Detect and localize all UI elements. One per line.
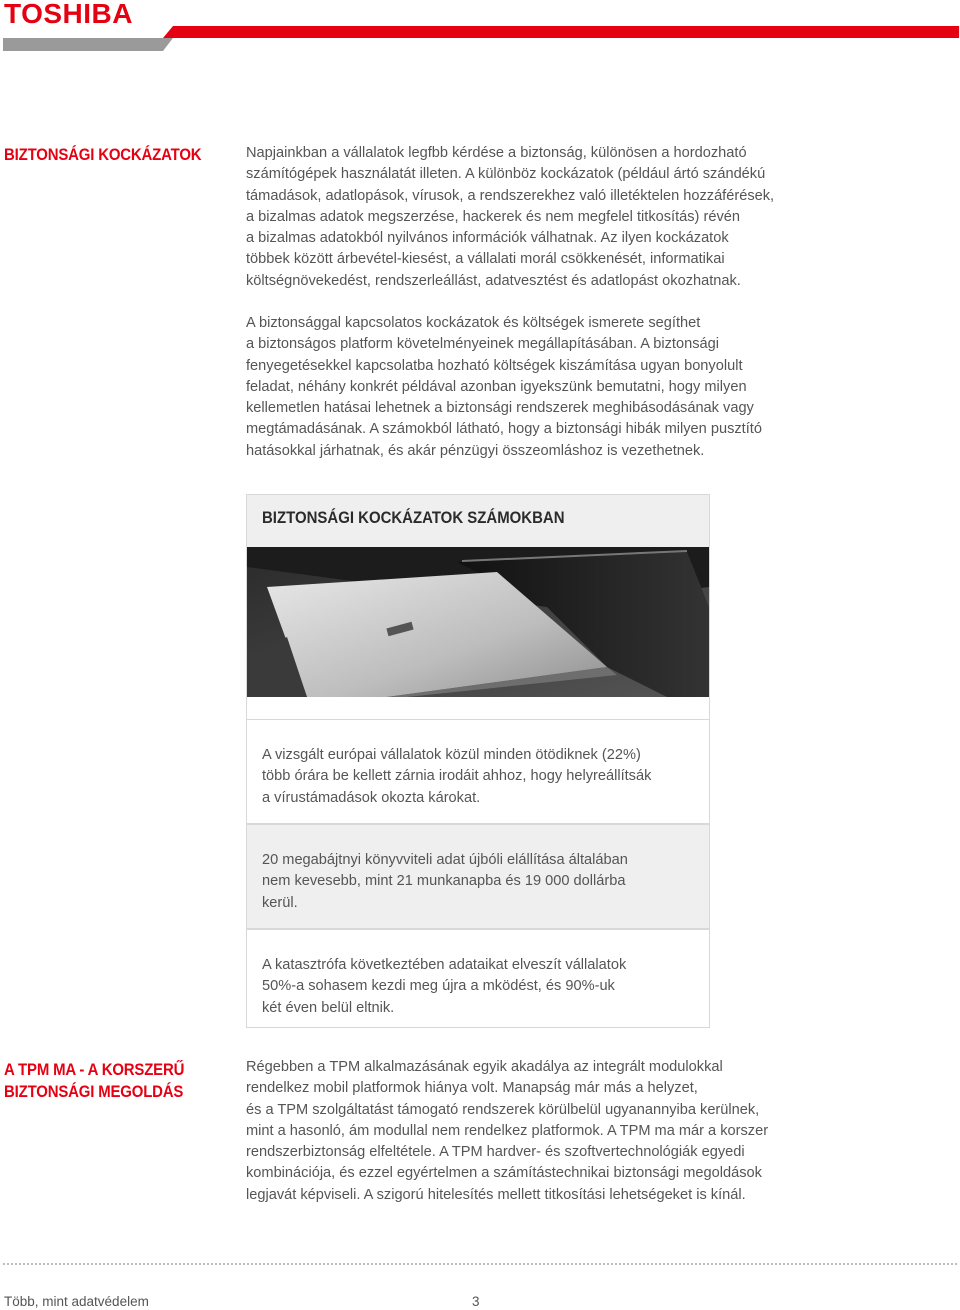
header-red-bar <box>163 26 959 38</box>
footer-divider <box>3 1263 957 1265</box>
stats-box-title: BIZTONSÁGI KOCKÁZATOK SZÁMOKBAN <box>262 508 565 527</box>
text-line: kellemetlen hatásai lehetnek a biztonsági rendszerek meghibásodásának vagy <box>246 400 754 417</box>
text-line: Régebben a TPM alkalmazásának egyik akadálya az integrált modulokkal <box>246 1059 723 1075</box>
stat-card-1 <box>246 719 710 824</box>
tpm-paragraph <box>246 1057 846 1206</box>
text-line: rendelkez mobil platformok hiánya volt. Manapság már más a helyzet, <box>246 1080 698 1097</box>
text-line: mint a hasonló, ám modullal nem rendelkez platformok. A TPM ma már a korszer <box>246 1122 769 1139</box>
stat-text <box>262 745 651 809</box>
text-line: fenyegetésekkel kapcsolatba hozható költségek kiszámítása ugyan bonyolult <box>246 357 743 374</box>
text-line: kombinációja, és ezzel egyértelmen a számítástechnikai biztonsági megoldások <box>246 1165 762 1182</box>
text-line: feladat, néhány konkrét példával azonban igyekszünk bemutatni, hogy milyen <box>246 378 747 395</box>
section-title-security-risks: BIZTONSÁGI KOCKÁZATOK <box>4 145 202 164</box>
page-number: 3 <box>472 1294 480 1309</box>
text-line: megtámadásának. A számokból látható, hogy a biztonsági hibák milyen pusztító <box>246 421 762 438</box>
text-line: a bizalmas adatokból nyilvános információk válhatnak. Az ilyen kockázatok <box>246 230 729 247</box>
laptop-bag-illustration <box>247 547 709 697</box>
text-line: és a TPM szolgáltatást támogató rendszerek körülbelül ugyanannyiba kerülnek, <box>246 1101 760 1118</box>
text-line: hatásokkal járhatnak, és akár pénzügyi összeomláshoz is vezethetnek. <box>246 442 705 459</box>
header-gray-bar <box>3 38 173 51</box>
stat-card-3 <box>246 929 710 1028</box>
text-line: a biztonságos platform követelményeinek megállapításában. A biztonsági <box>246 336 719 353</box>
laptop-photo <box>246 547 710 697</box>
stat-text <box>262 955 626 1019</box>
text-line: költségnövekedést, rendszerleállást, adatvesztést és adatlopást okozhatnak. <box>246 272 741 289</box>
toshiba-logo: TOSHIBA <box>4 0 133 29</box>
text-line: kerül. <box>262 894 298 911</box>
text-line: a vírustámadások okozta károkat. <box>262 789 481 806</box>
text-line: A biztonsággal kapcsolatos kockázatok és költségek ismerete segíthet <box>246 315 701 331</box>
text-line: A vizsgált európai vállalatok közül minden ötödiknek (22%) <box>262 747 641 763</box>
text-line: 50%-a sohasem kezdi meg újra a mködést, és 90%-uk <box>262 978 615 995</box>
text-line: támadások, adatlopások, vírusok, a rendszerekhez való illetéktelen hozzáférések, <box>246 187 775 204</box>
intro-paragraph <box>246 143 846 292</box>
stat-text <box>262 850 628 914</box>
section-title-tpm-line-1: A TPM MA - A KORSZERŰ <box>4 1060 185 1079</box>
costs-paragraph <box>246 313 846 462</box>
text-line: több órára be kellett zárnia irodáit ahhoz, hogy helyreállítsák <box>262 768 652 785</box>
photo-spacer <box>246 697 710 719</box>
text-line: többek között árbevétel-kiesést, a vállalati morál csökkenését, informatikai <box>246 251 725 268</box>
stats-box-header <box>246 494 710 552</box>
text-line: rendszerbiztonság elfeltétele. A TPM hardver- és szoftvertechnológiák egyedi <box>246 1144 745 1161</box>
text-line: 20 megabájtnyi könyvviteli adat újbóli elállítása általában <box>262 852 628 868</box>
text-line: számítógépek használatát illeten. A különböz kockázatok (például ártó szándékú <box>246 166 766 183</box>
text-line: két éven belül eltnik. <box>262 999 395 1016</box>
text-line: A katasztrófa következtében adataikat elveszít vállalatok <box>262 957 627 973</box>
text-line: legjavát képviseli. A szigorú hitelesítés mellett titkosítási lehetségeket is kínál. <box>246 1186 746 1203</box>
footer-tagline: Több, mint adatvédelem <box>4 1294 149 1309</box>
stat-card-2 <box>246 824 710 929</box>
text-line: nem kevesebb, mint 21 munkanapba és 19 000 dollárba <box>262 873 626 890</box>
section-title-tpm-line-2: BIZTONSÁGI MEGOLDÁS <box>4 1082 184 1101</box>
text-line: a bizalmas adatok megszerzése, hackerek és nem megfelel titkosítás) révén <box>246 208 740 225</box>
header-stripe <box>3 24 959 54</box>
text-line: Napjainkban a vállalatok legfbb kérdése a biztonság, különösen a hordozható <box>246 145 747 161</box>
